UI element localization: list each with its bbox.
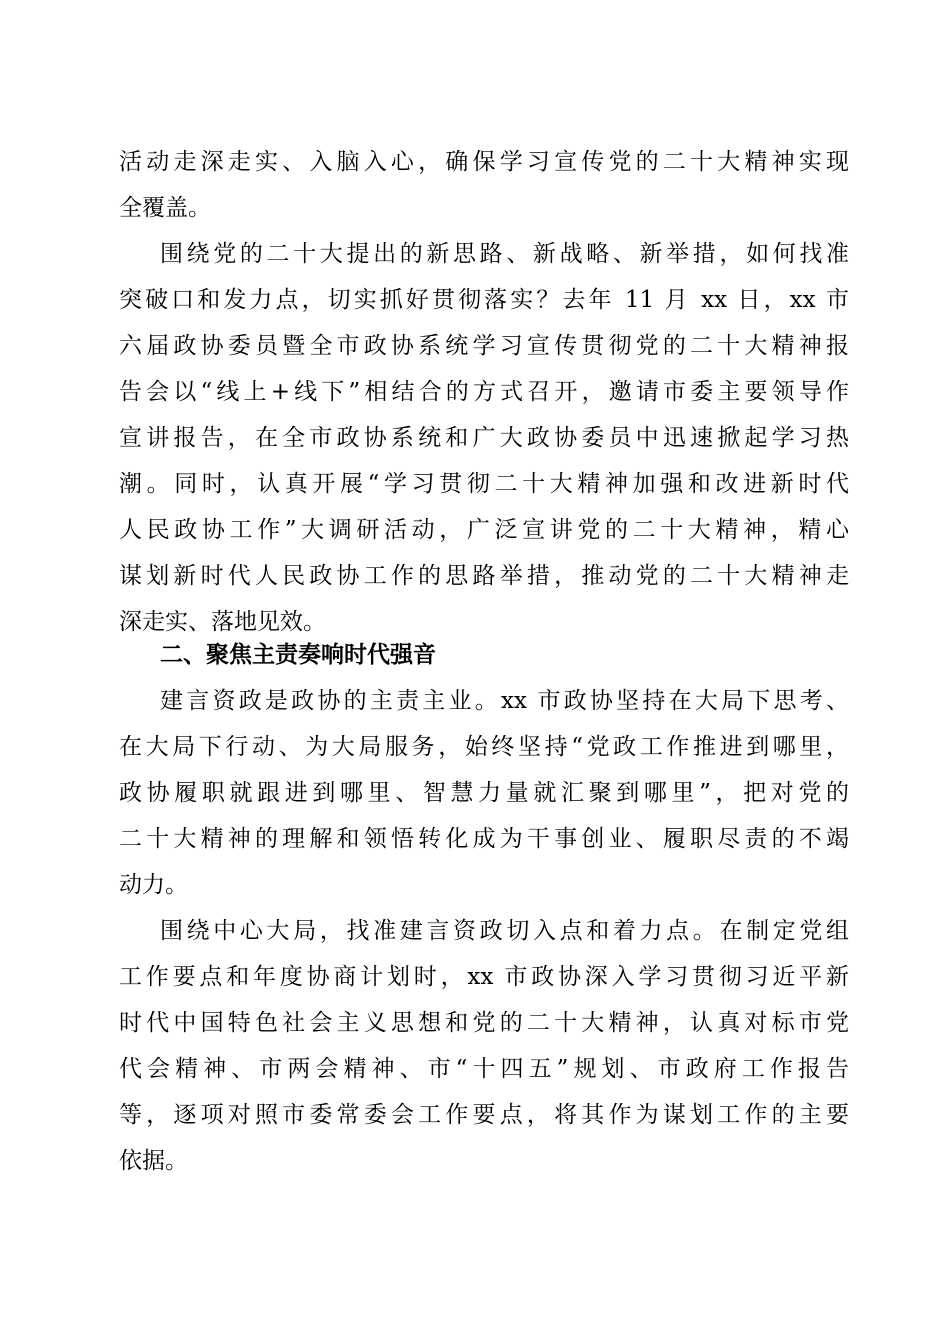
paragraph-2-line-1: 围绕党的二十大提出的新思路、新战略、新举措，如何找准 xyxy=(160,241,849,267)
paragraph-4-line-5: 等，逐项对照市委常委会工作要点，将其作为谋划工作的主要 xyxy=(119,1102,849,1128)
paragraph-3-line-4: 二十大精神的理解和领悟转化成为干事创业、履职尽责的不竭 xyxy=(119,826,849,852)
paragraph-1-line-1: 活动走深走实、入脑入心，确保学习宣传党的二十大精神实现 xyxy=(119,149,849,175)
paragraph-4-line-3: 时代中国特色社会主义思想和党的二十大精神，认真对标市党 xyxy=(119,1010,849,1036)
paragraph-2-line-5: 宣讲报告，在全市政协系统和广大政协委员中迅速掀起学习热 xyxy=(119,425,849,451)
paragraph-1-line-2: 全覆盖。 xyxy=(119,195,211,221)
paragraph-3-line-1: 建言资政是政协的主责主业。xx 市政协坚持在大局下思考、 xyxy=(160,688,849,714)
paragraph-2-line-6: 潮。同时，认真开展“学习贯彻二十大精神加强和改进新时代 xyxy=(119,471,849,497)
paragraph-4-line-1: 围绕中心大局，找准建言资政切入点和着力点。在制定党组 xyxy=(160,918,849,944)
paragraph-4-line-2: 工作要点和年度协商计划时，xx 市政协深入学习贯彻习近平新 xyxy=(119,964,849,990)
paragraph-2-line-2: 突破口和发力点，切实抓好贯彻落实？去年 11 月 xx 日，xx 市 xyxy=(119,287,849,313)
section-heading: 二、聚焦主责奏响时代强音 xyxy=(160,642,436,668)
paragraph-3-line-3: 政协履职就跟进到哪里、智慧力量就汇聚到哪里”，把对党的 xyxy=(119,780,849,806)
paragraph-3-line-2: 在大局下行动、为大局服务，始终坚持“党政工作推进到哪里， xyxy=(119,734,849,760)
paragraph-2-line-9: 深走实、落地见效。 xyxy=(119,609,326,635)
paragraph-2-line-8: 谋划新时代人民政协工作的思路举措，推动党的二十大精神走 xyxy=(119,563,849,589)
paragraph-4-line-4: 代会精神、市两会精神、市“十四五”规划、市政府工作报告 xyxy=(119,1056,849,1082)
paragraph-4-line-6: 依据。 xyxy=(119,1148,188,1174)
paragraph-3-line-5: 动力。 xyxy=(119,872,188,898)
paragraph-2-line-7: 人民政协工作”大调研活动，广泛宣讲党的二十大精神，精心 xyxy=(119,517,849,543)
paragraph-2-line-4: 告会以“线上+线下”相结合的方式召开，邀请市委主要领导作 xyxy=(119,379,849,405)
paragraph-2-line-3: 六届政协委员暨全市政协系统学习宣传贯彻党的二十大精神报 xyxy=(119,333,849,359)
